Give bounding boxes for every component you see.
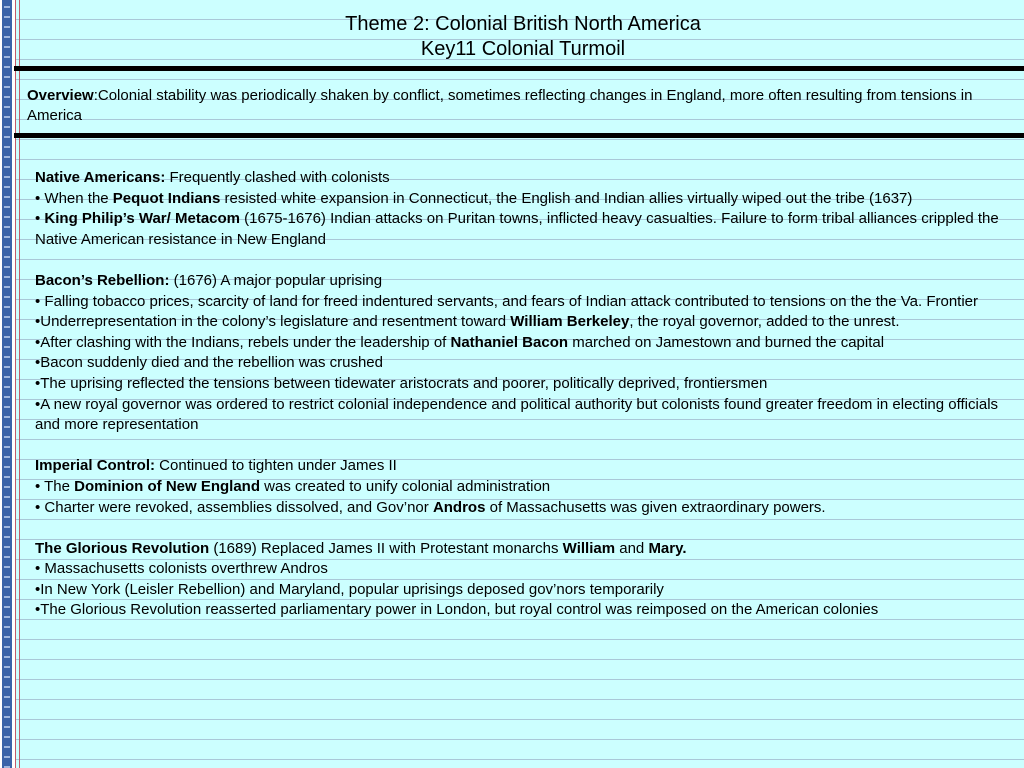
bacon-bullet-2: •Underrepresentation in the colony’s legislature and resentment toward William Berkeley, the royal governor, added to the unrest. — [35, 313, 900, 331]
native-bullet-1: • When the Pequot Indians resisted white expansion in Connecticut, the English and Indian allies virtually wiped out the tribe (1637) — [35, 189, 913, 207]
glorious-bullet-1: • Massachusetts colonists overthrew Andros — [35, 560, 328, 578]
imperial-bullet-2: • Charter were revoked, assemblies dissolved, and Gov’nor Andros of Massachusetts was given extraordinary powers. — [35, 498, 826, 516]
bacon-bullet-5: •The uprising reflected the tensions between tidewater aristocrats and poorer, politically deprived, frontiersmen — [35, 374, 768, 392]
slide-body — [35, 168, 1020, 621]
title-line-2: Key11 Colonial Turmoil — [420, 38, 626, 60]
spacer — [35, 436, 1020, 457]
bacon-bullet-6: •A new royal governor was ordered to restrict colonial independence and political authority but colonists found greater freedom in electing officials and more representation — [35, 395, 999, 434]
native-heading: Native Americans: Frequently clashed with colonists — [35, 169, 390, 186]
imperial-bullet-1: • The Dominion of New England was created to unify colonial administration — [35, 477, 551, 495]
overview-divider — [14, 133, 1024, 138]
notebook-spiral — [4, 0, 10, 768]
bacon-heading: Bacon’s Rebellion: (1676) A major popular uprising — [35, 271, 383, 289]
imperial-heading: Imperial Control: Continued to tighten under James II — [35, 457, 397, 475]
glorious-bullet-2: •In New York (Leisler Rebellion) and Maryland, popular uprisings deposed gov’nors temporarily — [35, 580, 664, 598]
overview-paragraph — [27, 86, 1012, 126]
bacon-bullet-3: •After clashing with the Indians, rebels under the leadership of Nathaniel Bacon marched on Jamestown and burned the capital — [35, 333, 885, 351]
spacer — [35, 250, 1020, 271]
glorious-bullet-3: •The Glorious Revolution reasserted parliamentary power in London, but royal control was reimposed on the American colonies — [35, 601, 879, 619]
title-line-1: Theme 2: Colonial British North America — [345, 13, 701, 35]
native-bullet-2: • King Philip’s War/ Metacom (1675-1676) Indian attacks on Puritan towns, inflicted heavy casualties. Failure to form tribal alliances crippled the Native American resistance in New England — [35, 210, 999, 248]
top-divider — [14, 66, 1024, 71]
bacon-bullet-4: •Bacon suddenly died and the rebellion was crushed — [35, 354, 383, 372]
overview-label: Overview — [27, 87, 94, 104]
bacon-bullet-1: • Falling tobacco prices, scarcity of land for freed indentured servants, and fears of Indian attack contributed to tensions on the the Va. Frontier — [35, 292, 978, 310]
spacer — [35, 518, 1020, 539]
overview-text: :Colonial stability was periodically shaken by conflict, sometimes reflecting changes in England, more often resulting from tensions in America — [27, 87, 973, 124]
glorious-heading: The Glorious Revolution (1689) Replaced James II with Protestant monarchs William and Mary. — [35, 539, 687, 557]
slide-title — [22, 12, 1024, 62]
